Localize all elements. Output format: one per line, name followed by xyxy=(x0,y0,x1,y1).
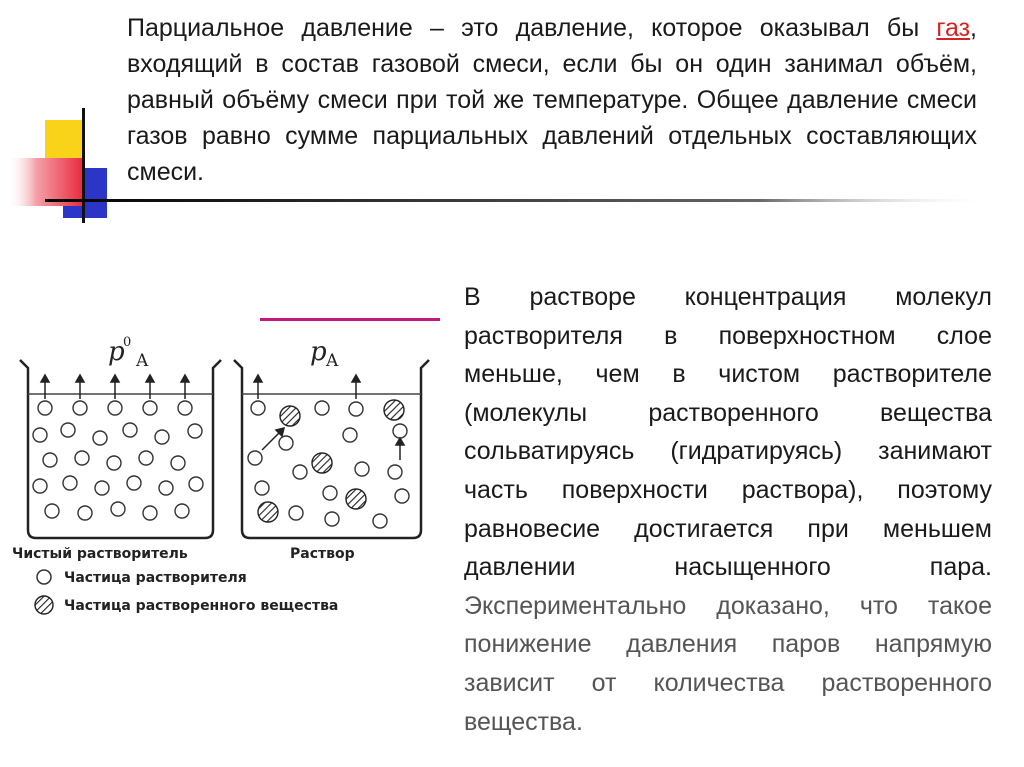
vapor-pressure-figure xyxy=(0,300,450,630)
legend xyxy=(35,570,338,614)
partial-pressure-definition xyxy=(127,10,977,190)
pure-solvent-beaker xyxy=(20,335,221,538)
pure-pressure-label: p xyxy=(108,337,125,367)
solution-beaker xyxy=(234,337,429,538)
explanation-main: В растворе концентрация молекул растворителя в поверхностном слое меньше, чем в чистом растворителе (молекулы растворенного вещества сольватируясь (гидратируясь) занимают часть поверхности раствора), поэтому равновесие достигается при меньшем давлении насыщенного пара. xyxy=(464,283,992,582)
pure-pressure-sub: A xyxy=(136,351,149,371)
pure-solvent-caption: Чистый растворитель xyxy=(12,546,188,562)
solute-particle-icon xyxy=(35,596,53,614)
red-gradient-square xyxy=(10,158,85,206)
legend-solute-label: Частица растворенного вещества xyxy=(64,598,339,614)
horizontal-rule xyxy=(45,199,995,202)
explanation-secondary: Экспериментально доказано, что такое понижение давления паров напрямую зависит от количества растворенного вещества. xyxy=(464,591,992,736)
pure-pressure-sup: 0 xyxy=(123,335,132,350)
solution-pressure-sub: A xyxy=(326,351,339,371)
gas-link[interactable]: газ xyxy=(936,14,971,42)
solution-caption: Раствор xyxy=(290,546,355,562)
solution-explanation xyxy=(464,278,992,741)
definition-text-start: Парциальное давление – это давление, которое оказывал бы xyxy=(127,14,937,42)
definition-text-end: , входящий в состав газовой смеси, если бы он один занимал объём, равный объёму смеси при той же температуре. Общее давление смеси газов равно сумме парциальных давлений отдельных составляющих смеси. xyxy=(127,14,977,186)
solution-pressure-label: p xyxy=(310,337,327,367)
solvent-particle-icon xyxy=(37,570,51,584)
legend-solvent-label: Частица растворителя xyxy=(64,570,247,586)
vertical-rule xyxy=(82,108,85,223)
